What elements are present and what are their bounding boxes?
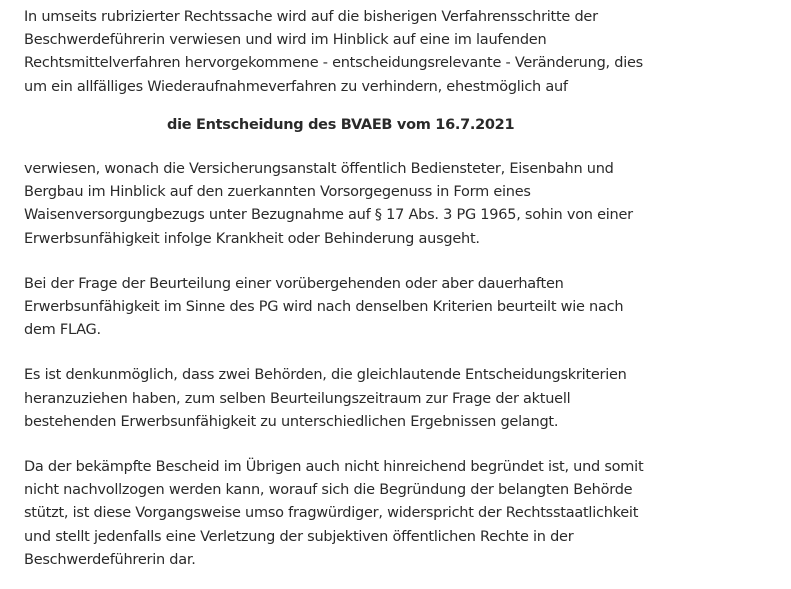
decision-heading: die Entscheidung des BVAEB vom 16.7.2021 [167, 116, 515, 133]
spacer [24, 99, 784, 114]
paragraph-intro: In umseits rubrizierter Rechtssache wird auf die bisherigen Verfahrensschritte der Beschwerdeführerin verwiesen und wird im Hinblick auf eine im laufenden Rechtsmittelverfahren hervorgekommene - entscheidungsrelevante - Veränderung, dies um ein allfälliges Wiederaufnahmeverfahren zu verhindern, ehestmöglich auf [24, 9, 643, 95]
paragraph-assessment: Bei der Frage der Beurteilung einer vorübergehenden oder aber dauerhaften Erwerbsunfähigkeit im Sinne des PG wird nach denselben Kriterien beurteilt wie nach dem FLAG. [24, 275, 624, 339]
spacer [24, 342, 784, 364]
spacer [24, 137, 784, 158]
paragraph-conclusion: Da der bekämpfte Bescheid im Übrigen auch nicht hinreichend begründet ist, und somit nicht nachvollzogen werden kann, worauf sich die Begründung der belangten Behörde stützt, ist diese Vorgangsweise umso fragwürdiger, widerspricht der Rechtsstaatlichkeit und stellt jedenfalls eine Verletzung der subjektiven öffentlichen Rechte in der Beschwerdeführerin dar. [24, 459, 644, 568]
document-body [24, 6, 784, 572]
spacer [24, 434, 784, 456]
spacer [24, 251, 784, 273]
paragraph-contradiction: Es ist denkunmöglich, dass zwei Behörden, die gleichlautende Entscheidungskriterien heranzuziehen haben, zum selben Beurteilungszeitraum zur Frage der aktuell bestehenden Erwerbsunfähigkeit zu unterschiedlichen Ergebnissen gelangt. [24, 367, 627, 430]
paragraph-reference: verwiesen, wonach die Versicherungsanstalt öffentlich Bediensteter, Eisenbahn und Bergbau im Hinblick auf den zuerkannten Vorsorgegenuss in Form eines Waisenversorgungbezugs unter Bezugnahme auf § 17 Abs. 3 PG 1965, sohin von einer Erwerbsunfähigkeit infolge Krankheit oder Behinderung ausgeht. [24, 161, 633, 247]
